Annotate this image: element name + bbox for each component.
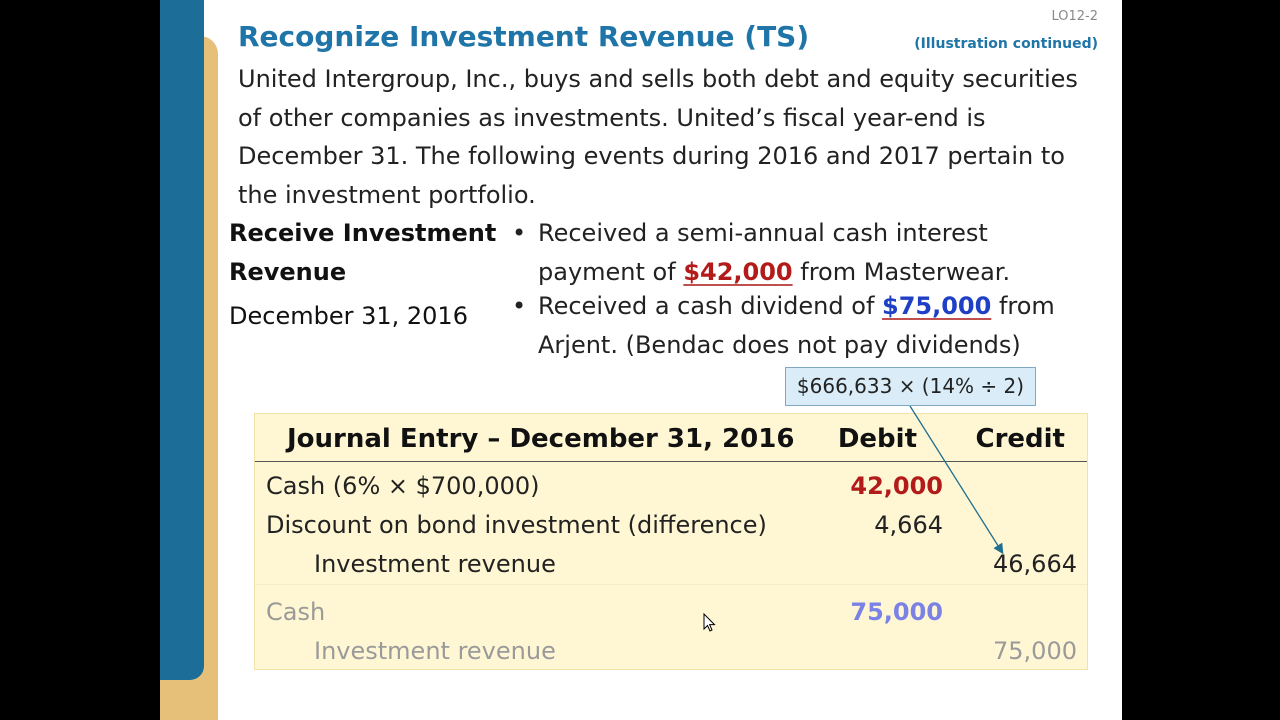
event-heading-line2: Revenue <box>229 257 347 286</box>
debit-amount: 4,664 <box>874 511 943 539</box>
formula-callout: $666,633 × (14% ÷ 2) <box>785 367 1036 406</box>
slide-title: Recognize Investment Revenue (TS) <box>238 20 810 53</box>
account-name: Investment revenue <box>314 550 556 578</box>
credit-amount: 46,664 <box>993 550 1077 578</box>
debit-amount: 42,000 <box>850 472 943 500</box>
bullet-text: from Masterwear. <box>792 257 1011 286</box>
journal-header-entry: Journal Entry – December 31, 2016 <box>287 424 795 454</box>
dividend-amount: $75,000 <box>882 292 992 320</box>
account-name: Discount on bond investment (difference) <box>266 511 767 539</box>
illustration-note: (Illustration continued) <box>914 36 1098 52</box>
account-name: Cash (6% × $700,000) <box>266 472 540 500</box>
learning-objective-code: LO12-2 <box>1051 9 1098 24</box>
account-name: Investment revenue <box>314 637 556 665</box>
slide <box>160 0 1122 720</box>
journal-header-debit: Debit <box>837 424 917 454</box>
bullet-text: Received a semi-annual cash interest payment of <box>538 219 988 286</box>
event-date: December 31, 2016 <box>229 302 468 330</box>
bullet-text: Received a cash dividend of <box>538 292 883 320</box>
journal-header-credit: Credit <box>975 424 1065 454</box>
debit-amount: 75,000 <box>850 598 943 626</box>
bullet-text: from Arjent. (Bendac does not pay dividends) <box>538 292 1055 359</box>
bullet-marker: • <box>512 219 527 247</box>
account-name: Cash <box>266 598 326 626</box>
credit-amount: 75,000 <box>993 637 1077 665</box>
intro-paragraph: United Intergroup, Inc., buys and sells both debt and equity securities of other companies as investments. United’s fiscal year-end is December 31. The following events during 2016 and 2017 pertain to the investment portfolio. <box>238 65 1078 209</box>
bullet-marker: • <box>512 292 527 320</box>
event-heading-line1: Receive Investment <box>229 219 497 247</box>
callout-arrow-icon <box>160 0 1122 720</box>
interest-amount: $42,000 <box>683 257 793 286</box>
mouse-cursor-icon <box>703 613 717 633</box>
